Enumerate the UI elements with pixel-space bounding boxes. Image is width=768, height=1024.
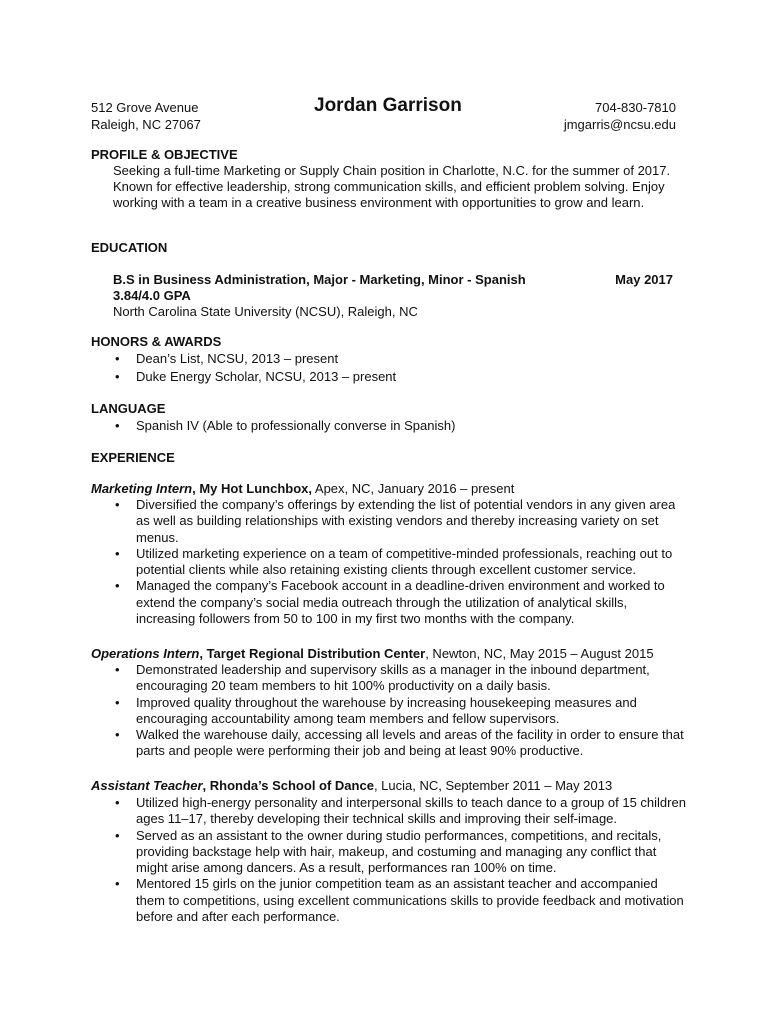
job-details: , Lucia, NC, September 2011 – May 2013 (373, 778, 613, 793)
graduation-date: May 2017 (615, 272, 673, 287)
list-item: • Served as an assistant to the owner during studio performances, competitions, and recitals, providing backstage help with hair, makeup, and costuming and managing any conflict that might arise among dancers. As a result, performances ran 100% on time. (115, 827, 662, 876)
job-company: , My Hot Lunchbox, (192, 481, 313, 496)
list-item: • Spanish IV (Able to professionally converse in Spanish) (115, 418, 456, 433)
bullet-icon: • (115, 694, 120, 710)
language-list (113, 418, 688, 434)
bullet-icon: • (115, 578, 120, 594)
job-bullets (113, 662, 688, 760)
list-item: • Duke Energy Scholar, NCSU, 2013 – present (115, 369, 397, 384)
education-heading: EDUCATION (91, 240, 168, 255)
list-item: • Utilized high-energy personality and interpersonal skills to teach dance to a group of 15 children ages 11–17, thereby developing their technical skills and improving their self-image. (115, 795, 686, 827)
list-item: • Mentored 15 girls on the junior competition team as an assistant teacher and accompanied them to competitions, using excellent communications skills to provide feedback and motivation before and after each performance. (115, 876, 684, 925)
list-item: • Improved quality throughout the warehouse by increasing housekeeping measures and encouraging accountability among team members and fellow supervisors. (115, 694, 637, 726)
list-item: • Managed the company’s Facebook account in a deadline-driven environment and worked to extend the company’s social media outreach through the utilization of analytical skills, increasing followers from 50 to 100 in my first two months with the company. (115, 578, 665, 627)
experience-heading: EXPERIENCE (91, 450, 175, 465)
bullet-icon: • (115, 662, 120, 677)
candidate-name: Jordan Garrison (314, 95, 462, 116)
job-title-line (91, 481, 514, 497)
job-role: Assistant Teacher (91, 778, 203, 793)
address-line-2: Raleigh, NC 27067 (91, 117, 201, 132)
list-item: • Utilized marketing experience on a team of competitive-minded professionals, reaching out to potential clients while also retaining existing clients through excellent customer service. (115, 545, 673, 578)
job-company: , Rhonda’s School of Dance (202, 778, 374, 793)
job-details: , Newton, NC, May 2015 – August 2015 (425, 646, 654, 661)
list-item: • Demonstrated leadership and supervisory skills as a manager in the inbound department, encouraging 20 team members to hit 100% productivity on a daily basis. (115, 662, 650, 694)
bullet-icon: • (115, 351, 120, 366)
bullet-icon: • (115, 827, 120, 843)
job-bullets (113, 795, 688, 925)
email-address: jmgarris@ncsu.edu (563, 117, 676, 132)
bullet-icon: • (115, 876, 120, 892)
address-line-1: 512 Grove Avenue (91, 100, 199, 115)
list-item: • Dean’s List, NCSU, 2013 – present (115, 351, 339, 366)
profile-heading: PROFILE & OBJECTIVE (91, 147, 238, 162)
list-item: • Walked the warehouse daily, accessing all levels and areas of the facility in order to ensure that parts and people were performing their job and being at least 90% productive. (115, 727, 684, 759)
gpa: 3.84/4.0 GPA (113, 288, 191, 303)
honors-heading: HONORS & AWARDS (91, 334, 222, 349)
phone-number: 704-830-7810 (595, 100, 676, 115)
job-role: Marketing Intern (91, 481, 193, 496)
bullet-icon: • (115, 418, 120, 433)
honors-list (113, 350, 688, 386)
language-heading: LANGUAGE (91, 401, 166, 416)
list-item: • Diversified the company’s offerings by extending the list of potential vendors in any given area as well as building relationships with existing vendors and thereby increasing variety on set menus. (115, 497, 676, 545)
bullet-icon: • (115, 369, 120, 384)
job-bullets (113, 497, 688, 627)
job-details: Apex, NC, January 2016 – present (312, 481, 515, 496)
job-title-line (91, 646, 654, 662)
job-company: , Target Regional Distribution Center (199, 646, 426, 661)
bullet-icon: • (115, 795, 120, 810)
job-title-line (91, 778, 612, 794)
job-role: Operations Intern (91, 646, 200, 661)
profile-text: Seeking a full-time Marketing or Supply Chain position in Charlotte, N.C. for the summer of 2017. Known for effective leadership, strong communication skills, and efficient problem solving. Enjoy working with a team in a creative business environment with opportunities to grow and learn. (113, 163, 671, 210)
school-name: North Carolina State University (NCSU), Raleigh, NC (113, 304, 418, 319)
bullet-icon: • (115, 497, 120, 512)
bullet-icon: • (115, 545, 120, 561)
bullet-icon: • (115, 727, 120, 743)
degree-title: B.S in Business Administration, Major - Marketing, Minor - Spanish (113, 272, 526, 287)
